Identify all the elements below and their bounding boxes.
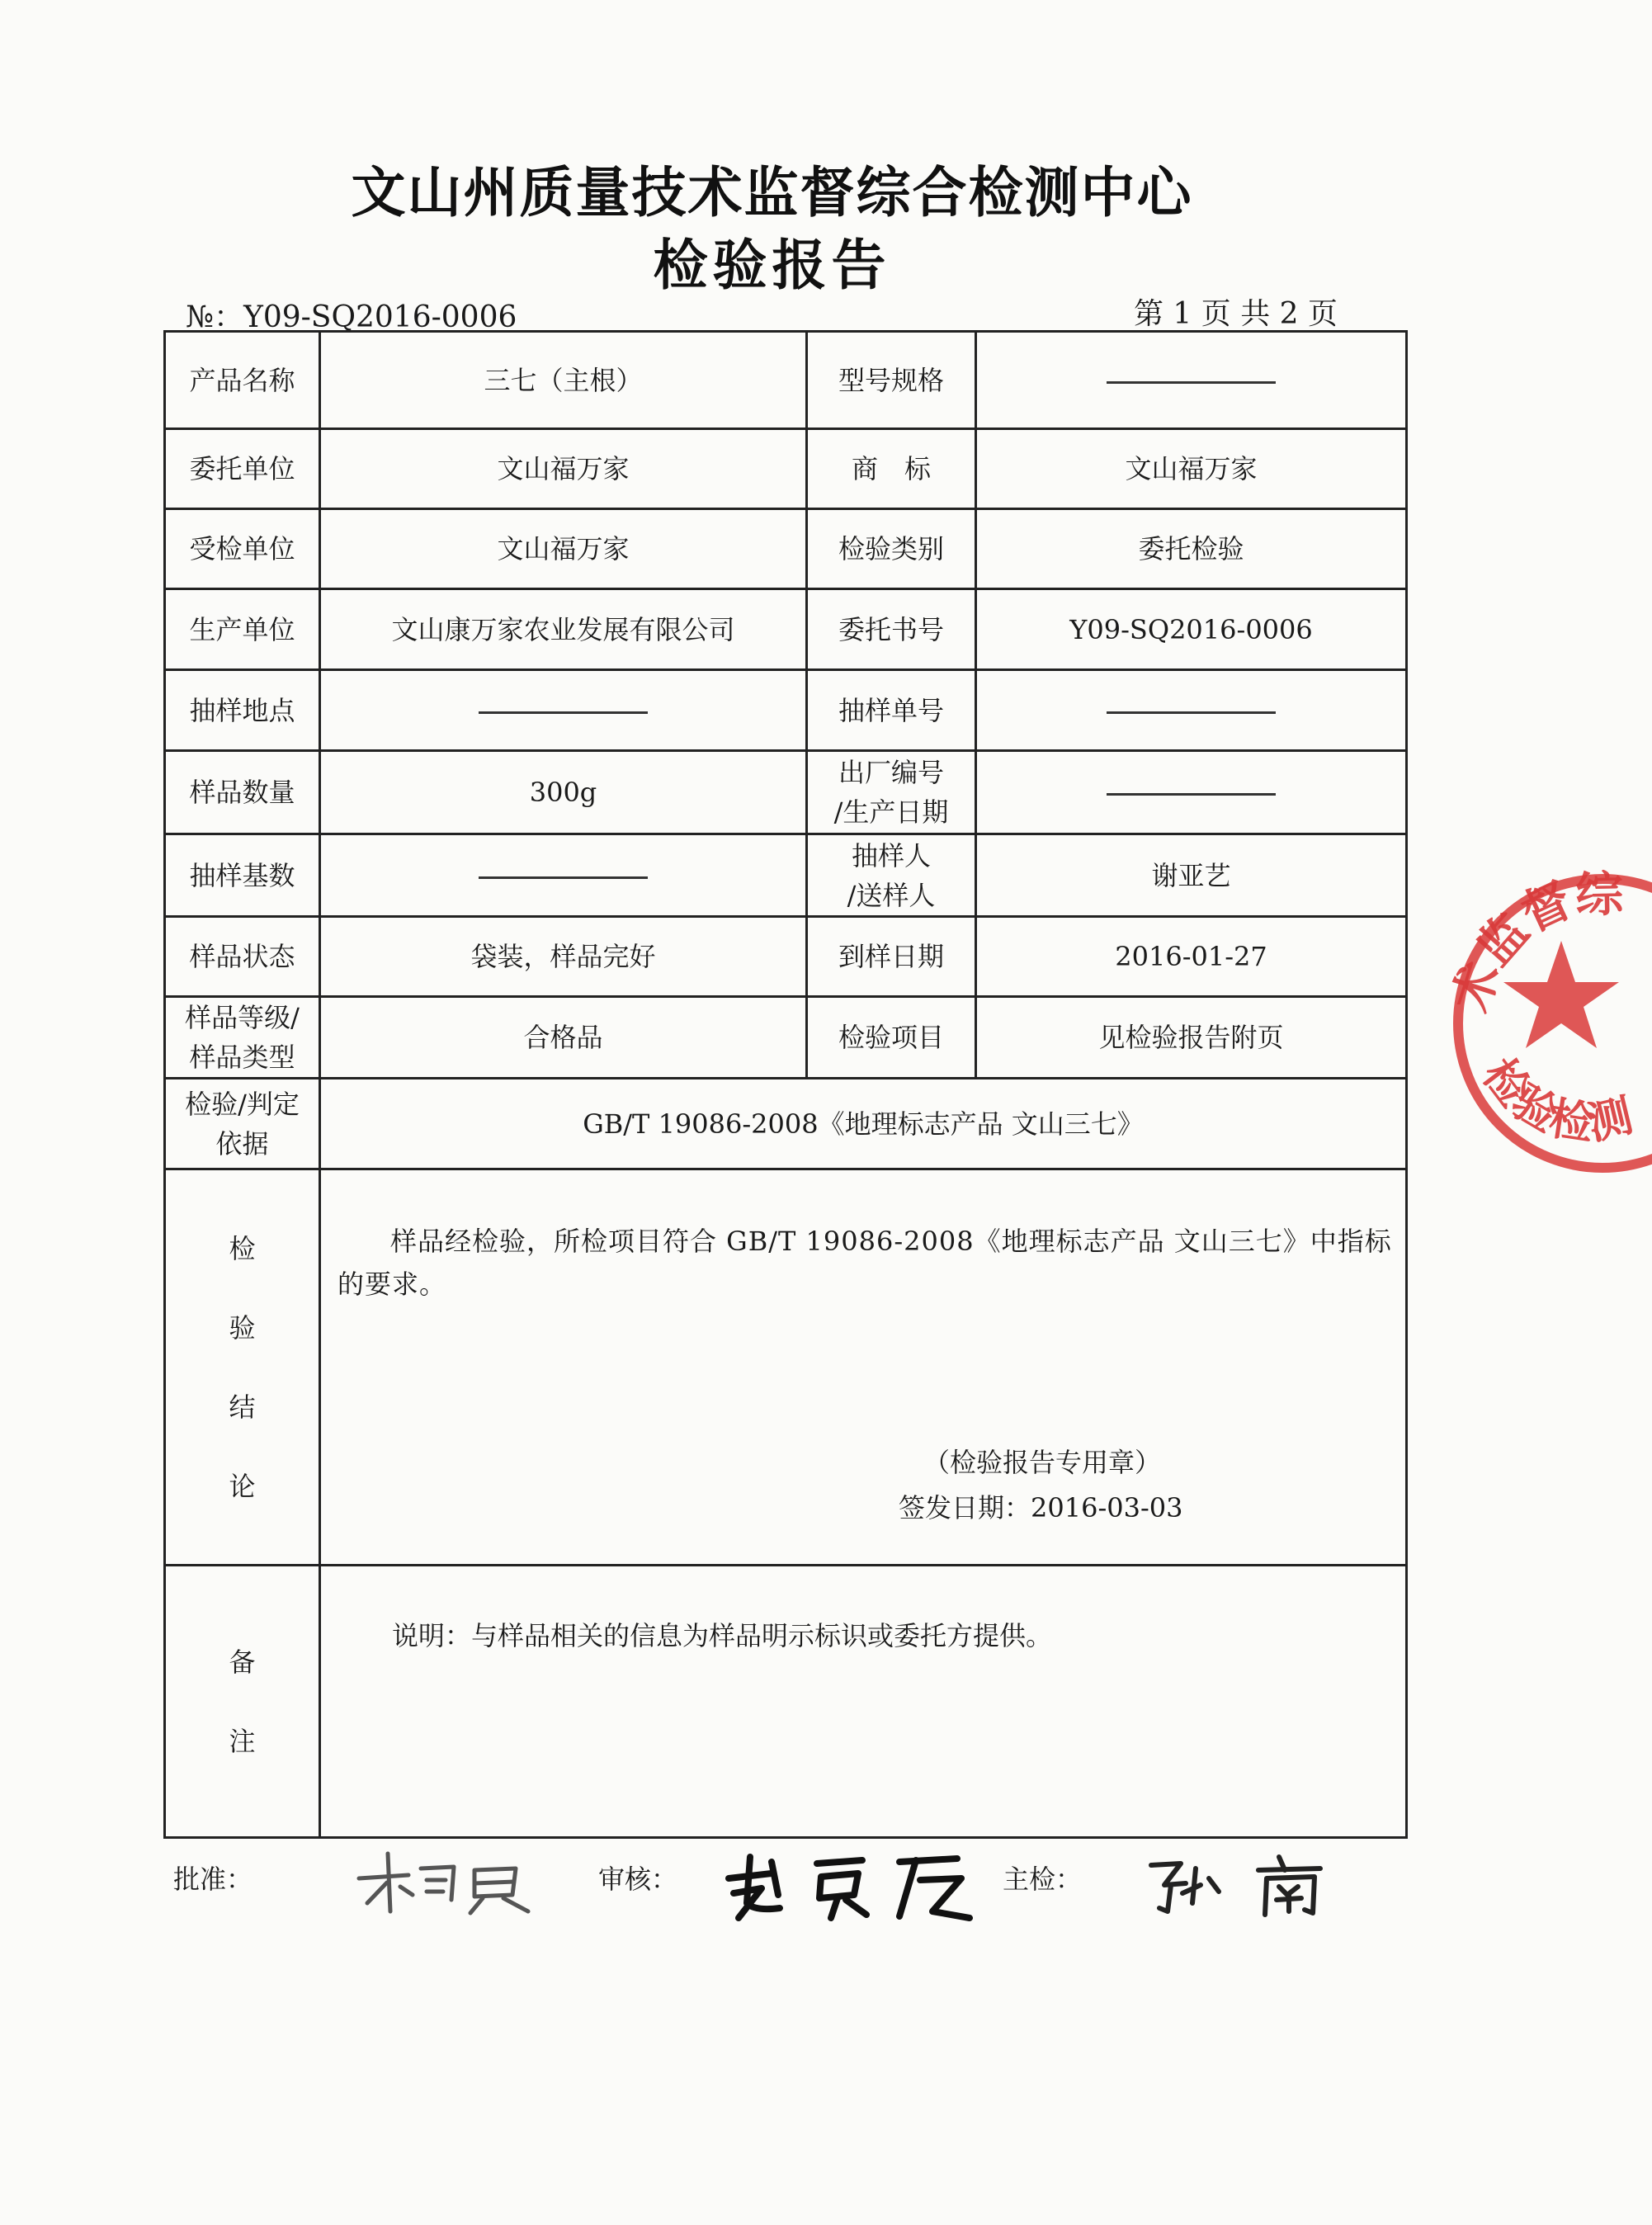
value-product-name: 三七（主根）: [320, 332, 807, 429]
label-sample-grade-a: 样品等级/: [185, 1002, 300, 1033]
approve-signature: [351, 1845, 549, 1920]
label-production-date: /生产日期: [833, 796, 949, 828]
seal-note: （检验报告专用章）: [923, 1447, 1162, 1478]
review-label: 审核：: [598, 1864, 678, 1895]
report-table: [163, 330, 1408, 1839]
table-row: [165, 997, 1407, 1079]
table-row: [165, 670, 1407, 751]
value-arrival-date: 2016-01-27: [976, 917, 1407, 997]
table-row: [165, 1169, 1407, 1566]
label-sampling-no: 抽样单号: [807, 670, 976, 751]
value-sampler: 谢亚艺: [976, 834, 1407, 917]
value-commission-no: Y09-SQ2016-0006: [976, 589, 1407, 670]
table-row: [165, 1566, 1407, 1838]
conclusion-body: [320, 1169, 1407, 1566]
label-inspected-unit: 受检单位: [165, 509, 320, 589]
svg-text:检验检测: [1473, 1050, 1637, 1149]
value-client: 文山福万家: [320, 429, 807, 509]
label-product-name: 产品名称: [165, 332, 320, 429]
label-batch-no: 出厂编号: [838, 757, 944, 788]
value-inspection-type: 委托检验: [976, 509, 1407, 589]
page-info: 第 1 页 共 2 页: [1133, 297, 1338, 331]
official-seal-stamp: [1437, 850, 1652, 1180]
conclusion-char: 检: [229, 1232, 256, 1264]
value-batch-date: [976, 751, 1407, 834]
label-inspection-items: 检验项目: [807, 997, 976, 1079]
document-number: №：Y09-SQ2016-0006: [186, 300, 517, 334]
value-sample-status: 袋装，样品完好: [320, 917, 807, 997]
table-row: [165, 429, 1407, 509]
conclusion-text: 样品经检验，所检项目符合 GB/T 19086-2008《地理标志产品 文山三七》中指标的要求。: [337, 1226, 1392, 1300]
remark-char: 注: [229, 1725, 256, 1757]
value-sampling-location: [320, 670, 807, 751]
stamp-text-bottom: 检验检测: [1473, 1050, 1638, 1150]
remark-vertical-label: [171, 1623, 314, 1781]
conclusion-vertical-label: [171, 1209, 314, 1526]
label-inspection-type: 检验类别: [807, 509, 976, 589]
label-sample-quantity: 样品数量: [165, 751, 320, 834]
inspect-signature: [1143, 1845, 1357, 1920]
conclusion-char: 验: [229, 1311, 256, 1344]
remark-text: 说明：与样品相关的信息为样品明示标识或委托方提供。: [392, 1620, 1053, 1651]
value-basis: GB/T 19086-2008《地理标志产品 文山三七》: [320, 1079, 1407, 1169]
remark-char: 备: [229, 1646, 256, 1678]
label-sample-grade: [165, 997, 320, 1079]
table-row: [165, 332, 1407, 429]
value-sample-grade: 合格品: [320, 997, 807, 1079]
label-basis-a: 检验/判定: [185, 1088, 300, 1120]
label-model-spec: 型号规格: [807, 332, 976, 429]
value-sampling-base: [320, 834, 807, 917]
value-manufacturer: 文山康万家农业发展有限公司: [320, 589, 807, 670]
empty-dash: [1107, 793, 1276, 796]
value-trademark: 文山福万家: [976, 429, 1407, 509]
value-inspected-unit: 文山福万家: [320, 509, 807, 589]
label-commission-no: 委托书号: [807, 589, 976, 670]
label-sampler: [807, 834, 976, 917]
label-conclusion: [165, 1169, 320, 1566]
label-arrival-date: 到样日期: [807, 917, 976, 997]
label-manufacturer: 生产单位: [165, 589, 320, 670]
label-batch-date: [807, 751, 976, 834]
table-row: [165, 509, 1407, 589]
label-basis-b: 依据: [215, 1127, 269, 1160]
value-model-spec: [976, 332, 1407, 429]
signature-row: [173, 1845, 1411, 1920]
conclusion-char: 结: [229, 1391, 256, 1423]
stamp-text-top: 术监督综: [1443, 867, 1624, 1018]
table-row: [165, 834, 1407, 917]
table-row: [165, 917, 1407, 997]
label-sample-grade-b: 样品类型: [189, 1042, 295, 1073]
table-row: [165, 751, 1407, 834]
empty-dash: [479, 876, 648, 879]
issue-date: 签发日期：2016-03-03: [899, 1492, 1183, 1523]
label-remark: [165, 1566, 320, 1838]
conclusion-char: 论: [229, 1470, 256, 1502]
value-inspection-items: 见检验报告附页: [976, 997, 1407, 1079]
value-sample-quantity: 300g: [320, 751, 807, 834]
label-trademark: 商 标: [807, 429, 976, 509]
approve-label: 批准：: [173, 1864, 253, 1895]
label-sampler-b: /送样人: [847, 879, 936, 911]
review-signature: [722, 1845, 986, 1924]
empty-dash: [1107, 381, 1276, 384]
label-sample-status: 样品状态: [165, 917, 320, 997]
label-basis: [165, 1079, 320, 1169]
label-sampling-base: 抽样基数: [165, 834, 320, 917]
label-client: 委托单位: [165, 429, 320, 509]
inspect-label: 主检：: [1003, 1864, 1083, 1895]
value-sampling-no: [976, 670, 1407, 751]
remark-body: [320, 1566, 1407, 1838]
empty-dash: [479, 711, 648, 714]
table-row: [165, 589, 1407, 670]
report-title: 检验报告: [653, 233, 891, 297]
label-sampler-a: 抽样人: [851, 839, 931, 872]
table-row: [165, 1079, 1407, 1169]
empty-dash: [1107, 711, 1276, 714]
label-sampling-location: 抽样地点: [165, 670, 320, 751]
org-title: 文山州质量技术监督综合检测中心: [351, 160, 1193, 224]
